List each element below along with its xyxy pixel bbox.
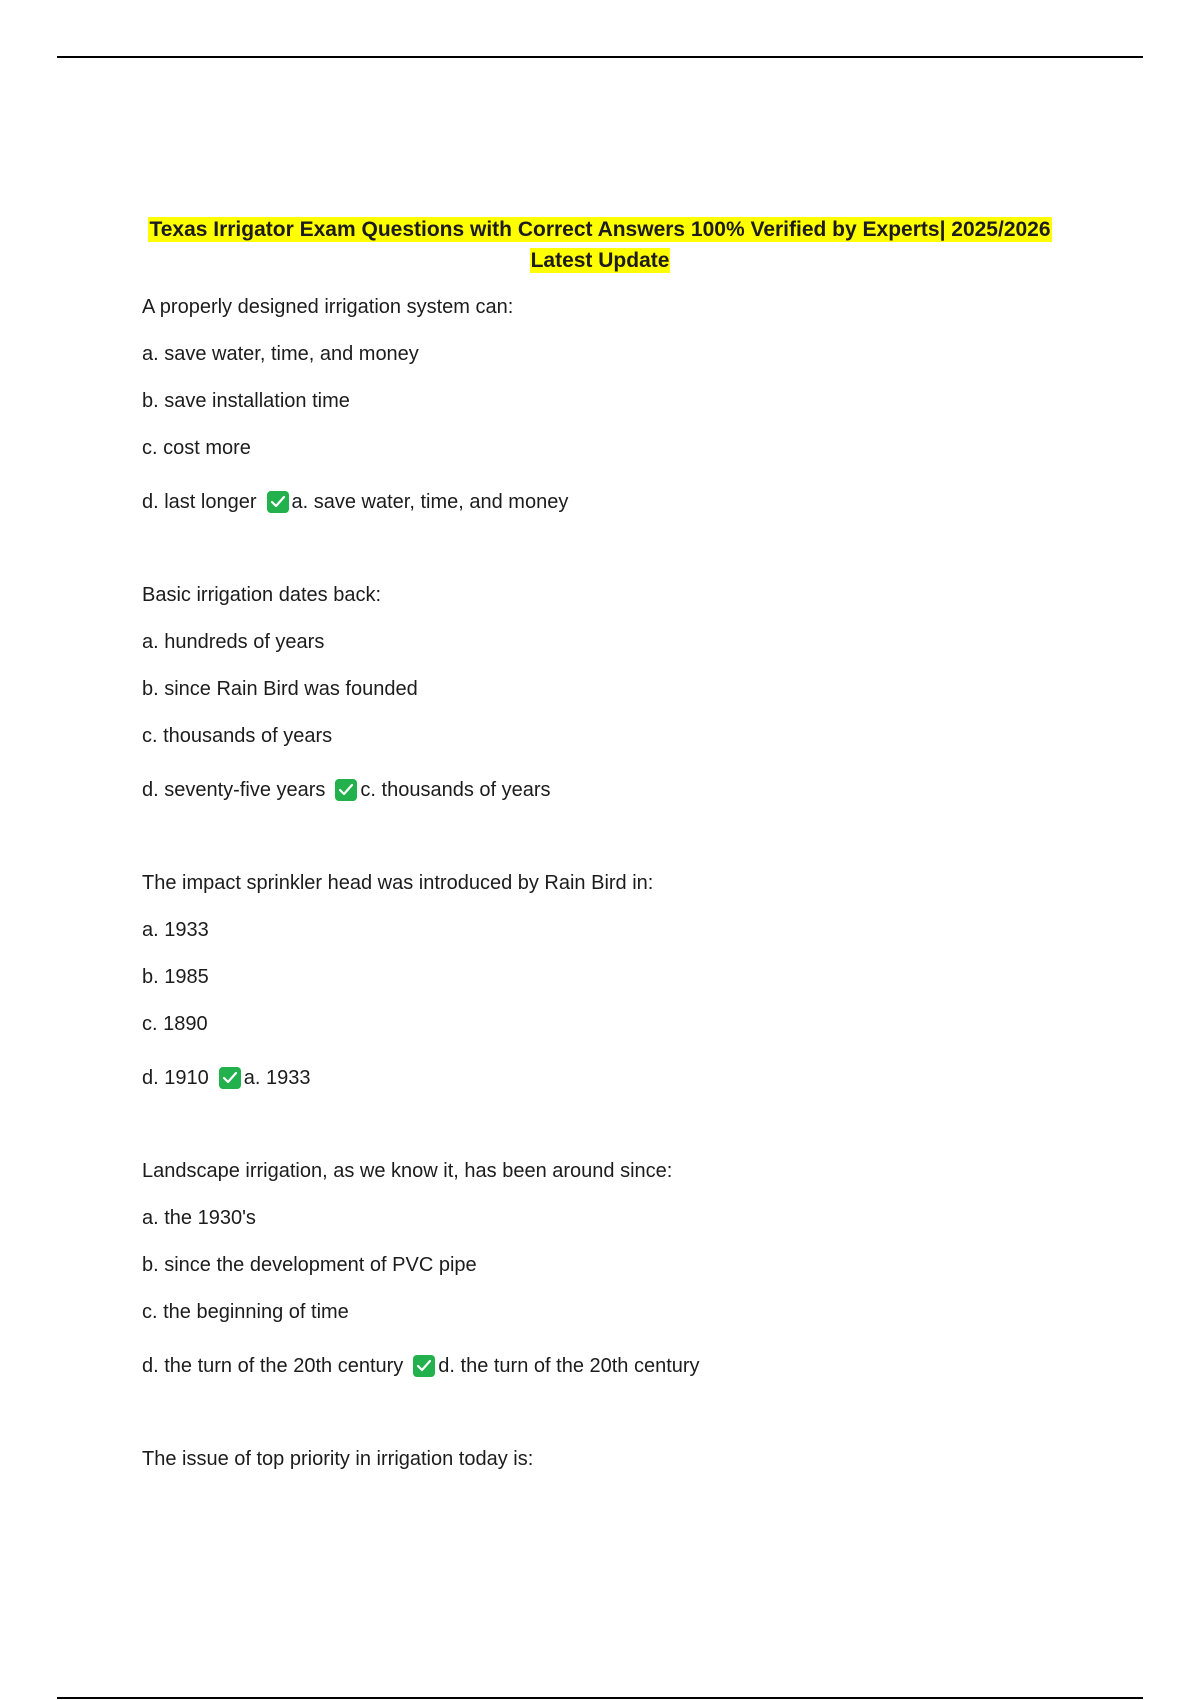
question-text: The impact sprinkler head was introduced by Rain Bird in: xyxy=(142,872,654,894)
option-a: a. save water, time, and money xyxy=(142,343,419,365)
title-line-2: Latest Update xyxy=(530,249,670,272)
correct-answer: a. 1933 xyxy=(243,1066,311,1089)
question-text: A properly designed irrigation system can: xyxy=(142,296,514,318)
question-text: The issue of top priority in irrigation today is: xyxy=(142,1448,534,1470)
checkmark-icon xyxy=(413,1355,435,1377)
question-block-5 xyxy=(142,1442,1102,1489)
option-b: b. 1985 xyxy=(142,966,209,988)
correct-answer: c. thousands of years xyxy=(360,778,551,801)
checkmark-icon xyxy=(267,491,289,513)
option-d-with-answer xyxy=(142,1342,1102,1389)
title-line-1: Texas Irrigator Exam Questions with Correct Answers 100% Verified by Experts| 2025/2026 xyxy=(149,218,1051,241)
correct-answer: d. the turn of the 20th century xyxy=(438,1354,700,1377)
option-b: b. save installation time xyxy=(142,390,350,412)
question-block-4 xyxy=(142,1154,1102,1389)
option-d: d. last longer xyxy=(142,490,257,513)
option-c: c. cost more xyxy=(142,437,251,459)
option-d-with-answer xyxy=(142,1054,1102,1101)
option-a: a. 1933 xyxy=(142,919,209,941)
question-text: Basic irrigation dates back: xyxy=(142,584,382,606)
option-c: c. 1890 xyxy=(142,1013,208,1035)
option-d-with-answer xyxy=(142,766,1102,813)
option-a: a. the 1930's xyxy=(142,1207,256,1229)
option-c: c. thousands of years xyxy=(142,725,333,747)
option-d-with-answer xyxy=(142,478,1102,525)
document-title xyxy=(0,214,1200,276)
option-b: b. since the development of PVC pipe xyxy=(142,1254,477,1276)
option-d: d. 1910 xyxy=(142,1066,209,1089)
option-d: d. the turn of the 20th century xyxy=(142,1354,404,1377)
option-b: b. since Rain Bird was founded xyxy=(142,678,418,700)
question-text: Landscape irrigation, as we know it, has been around since: xyxy=(142,1160,673,1182)
question-block-2 xyxy=(142,578,1102,813)
question-list xyxy=(142,290,1102,1542)
checkmark-icon xyxy=(219,1067,241,1089)
option-d: d. seventy-five years xyxy=(142,778,326,801)
question-block-1 xyxy=(142,290,1102,525)
checkmark-icon xyxy=(335,779,357,801)
bottom-rule xyxy=(57,1697,1143,1699)
correct-answer: a. save water, time, and money xyxy=(291,490,569,513)
question-block-3 xyxy=(142,866,1102,1101)
option-a: a. hundreds of years xyxy=(142,631,325,653)
option-c: c. the beginning of time xyxy=(142,1301,349,1323)
top-rule xyxy=(57,56,1143,58)
